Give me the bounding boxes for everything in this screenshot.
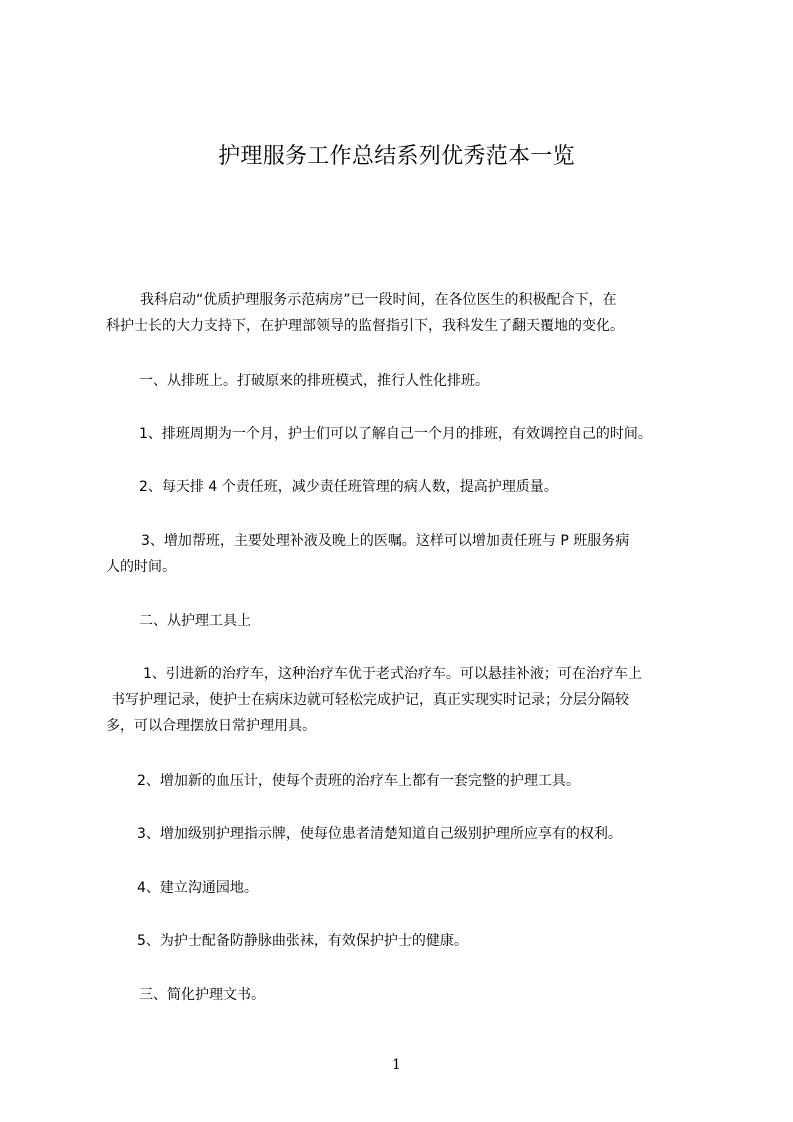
list-item-tools-4 (137, 875, 258, 901)
list-item-tools-1 (106, 661, 642, 739)
list-item-tools-2-text: 2、增加新的血压计，使每个责班的治疗车上都有一套完整的护理工具。 (137, 773, 580, 789)
list-item-tools-5 (137, 928, 468, 954)
section-heading-documents (139, 982, 265, 1008)
list-item-scheduling-3 (106, 528, 629, 580)
list-item-tools-5-text: 5、为护士配备防静脉曲张袜，有效保护护士的健康。 (137, 933, 468, 949)
list-item-tools-3-text: 3、增加级别护理指示牌，使每位患者清楚知道自己级别护理所应享有的权利。 (137, 826, 622, 842)
list-item-scheduling-3-line-2: 人的时间。 (106, 559, 176, 575)
list-item-tools-1-line-3: 多，可以合理摆放日常护理用具。 (106, 718, 316, 734)
list-item-tools-4-text: 4、建立沟通园地。 (137, 880, 258, 896)
list-item-tools-1-line-2: 书写护理记录，使护士在病床边就可轻松完成护记，真正实现实时记录；分层分隔较 (111, 692, 629, 708)
list-item-scheduling-3-line-1: 3、增加帮班，主要处理补液及晚上的医嘱。这样可以增加责任班与 P 班服务病 (141, 533, 630, 549)
list-item-tools-3 (137, 821, 622, 847)
section-heading-tools (139, 608, 251, 634)
section-heading-scheduling-text: 一、从排班上。打破原来的排班模式，推行人性化排班。 (139, 373, 489, 389)
paragraph-intro-line-1: 我科启动“优质护理服务示范病房”已一段时间，在各位医生的积极配合下，在 (140, 292, 617, 308)
paragraph-intro (106, 287, 624, 339)
list-item-tools-1-line-1: 1、引进新的治疗车，这种治疗车优于老式治疗车。可以悬挂补液；可在治疗车上 (143, 666, 642, 682)
section-heading-scheduling (139, 368, 489, 394)
list-item-scheduling-2 (139, 474, 558, 500)
list-item-scheduling-2-text: 2、每天排 4 个责任班，减少责任班管理的病人数，提高护理质量。 (139, 479, 558, 495)
section-heading-tools-text: 二、从护理工具上 (139, 613, 251, 629)
list-item-scheduling-1-text: 1、排班周期为一个月，护士们可以了解自己一个月的排班，有效调控自己的时间。 (139, 426, 652, 442)
list-item-scheduling-1 (139, 421, 652, 447)
section-heading-documents-text: 三、简化护理文书。 (139, 987, 265, 1003)
list-item-tools-2 (137, 768, 580, 794)
page-number: 1 (392, 1057, 401, 1073)
paragraph-intro-line-2: 科护士长的大力支持下，在护理部领导的监督指引下，我科发生了翻天覆地的变化。 (106, 318, 624, 334)
document-title: 护理服务工作总结系列优秀范本一览 (218, 144, 575, 169)
